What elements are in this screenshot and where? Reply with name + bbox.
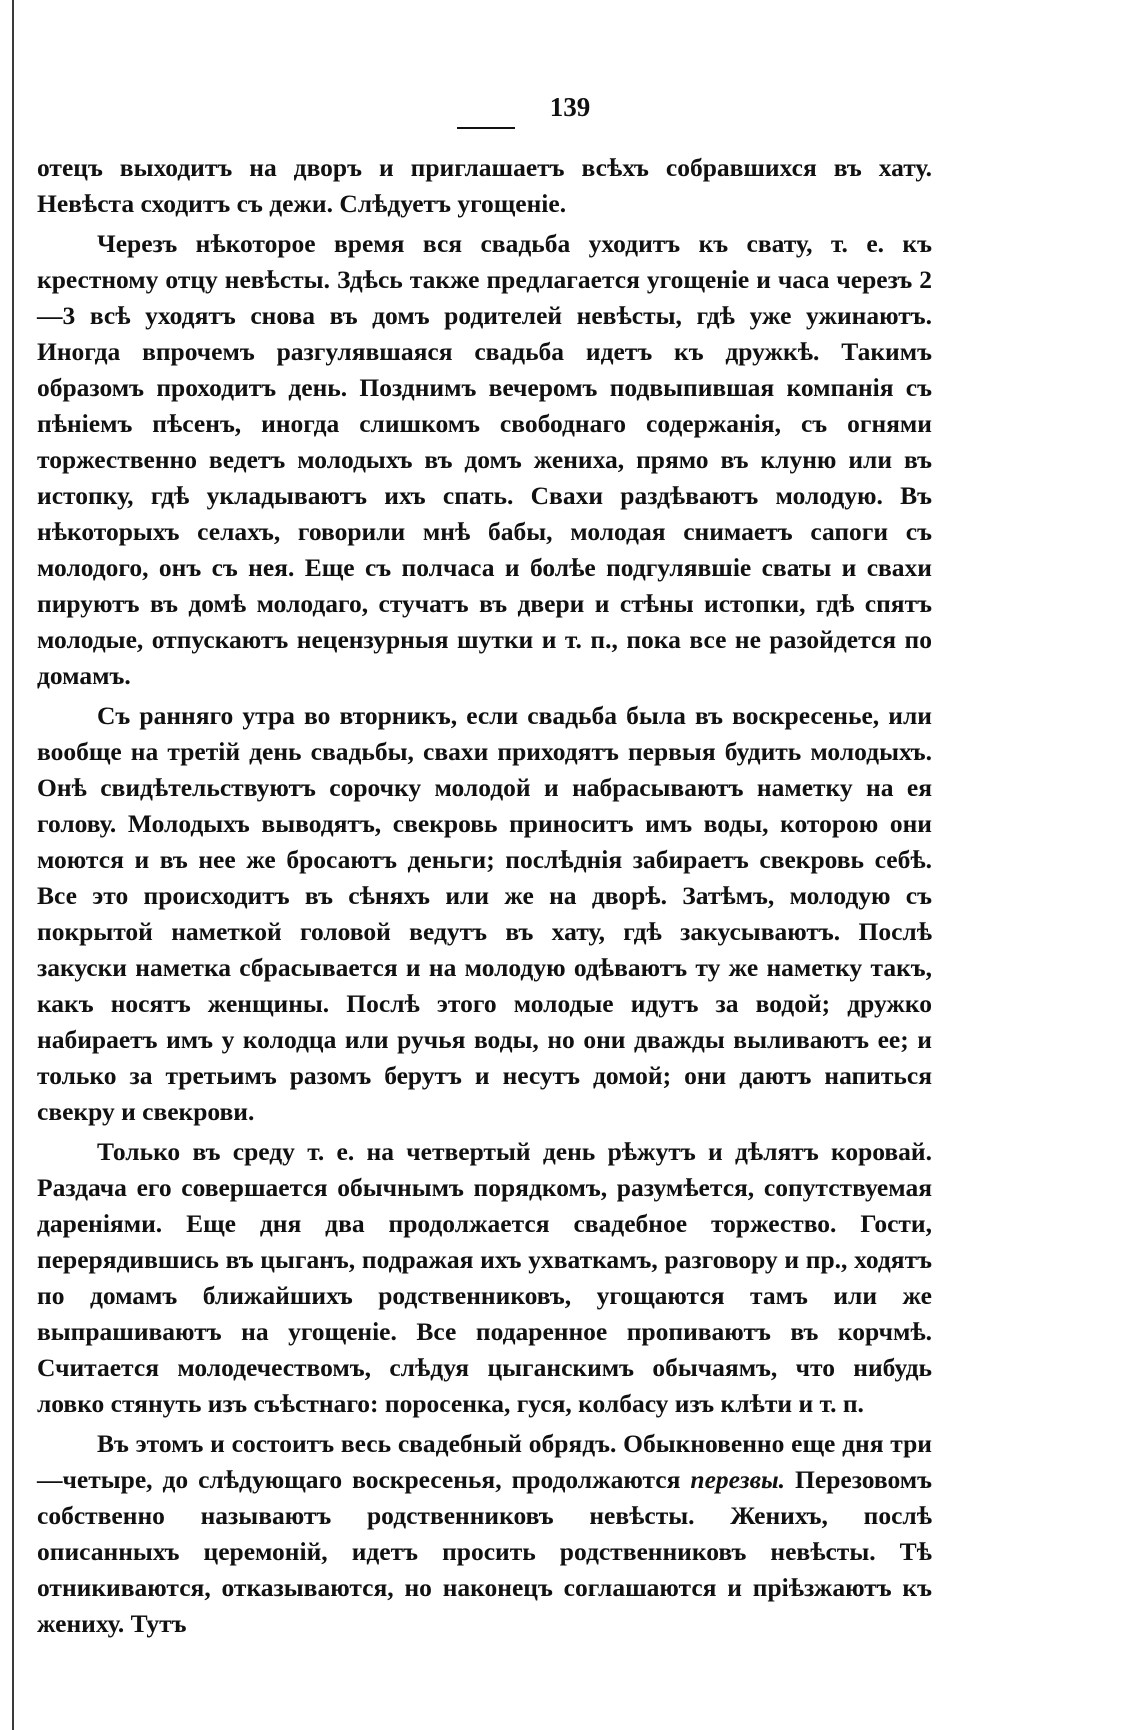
paragraph-3: Съ ранняго утра во вторникъ, если свадьба была въ воскресенье, или вообще на третій день свадьбы, свахи приходятъ первыя будить молодыхъ. Онѣ свидѣтельствуютъ сорочку молодой и набрасываютъ наметку на ея голову. Молодыхъ выводятъ, свекровь приноситъ имъ воды, которою они моются и въ нее же бросаютъ деньги; послѣднія забираетъ свекровь себѣ. Все это происходитъ въ сѣняхъ или же на дворѣ. Затѣмъ, молодую съ покрытой наметкой головой ведутъ въ хату, гдѣ закусываютъ. Послѣ закуски наметка сбрасывается и на молодую одѣваютъ ту же наметку такъ, какъ носятъ женщины. Послѣ этого молодые идутъ за водой; дружко набираетъ имъ у колодца или ручья воды, но они дважды выливаютъ ее; и только за третьимъ разомъ берутъ и несутъ домой; они даютъ напиться свекру и свекрови. — [37, 701, 932, 1126]
paragraph-5 — [37, 1426, 932, 1642]
body-text — [37, 150, 932, 1642]
paragraph-1: отецъ выходитъ на дворъ и приглашаетъ всѣхъ собравшихся въ хату. Невѣста сходитъ съ дежи. Слѣдуетъ угощеніе. — [37, 153, 932, 218]
paragraph-2: Черезъ нѣкоторое время вся свадьба уходитъ къ свату, т. е. къ крестному отцу невѣсты. Здѣсь также предлагается угощеніе и часа черезъ 2—3 всѣ уходятъ снова въ домъ родителей невѣсты, гдѣ уже ужинаютъ. Иногда впрочемъ разгулявшаяся свадьба идетъ къ дружкѣ. Такимъ образомъ проходитъ день. Позднимъ вечеромъ подвыпившая компанія съ пѣніемъ пѣсенъ, иногда слишкомъ свободнаго содержанія, съ огнями торжественно ведетъ молодыхъ въ домъ жениха, прямо въ клуню или въ истопку, гдѣ укладываютъ ихъ спать. Свахи раздѣваютъ молодую. Въ нѣкоторыхъ селахъ, говорили мнѣ бабы, молодая снимаетъ сапоги съ молодого, онъ съ нея. Еще съ полчаса и болѣе подгулявшіе сваты и свахи пируютъ въ домѣ молодаго, стучатъ въ двери и стѣны истопки, гдѣ спятъ молодые, отпускаютъ нецензурныя шутки и т. п., пока все не разойдется по домамъ. — [37, 229, 932, 690]
paragraph-5-text-before: Въ этомъ и состоитъ весь свадебный обрядъ. Обыкновенно еще дня три—четыре, до слѣдующаго воскресенья, продолжаются — [37, 1429, 932, 1494]
paragraph-5-text-after: Перезовомъ собственно называютъ родственниковъ невѣсты. Женихъ, послѣ описанныхъ церемоній, идетъ просить родственниковъ невѣсты. Тѣ отникиваются, отказываются, но наконецъ соглашаются и пріѣзжаютъ къ жениху. Тутъ — [37, 1465, 933, 1638]
page-number-underline — [457, 127, 515, 129]
paragraph-4: Только въ среду т. е. на четвертый день рѣжутъ и дѣлятъ коровай. Раздача его совершается обычнымъ порядкомъ, разумѣется, сопутствуемая дареніями. Еще дня два продолжается свадебное торжество. Гости, перерядившись въ цыганъ, подражая ихъ ухваткамъ, разговору и пр., ходятъ по домамъ ближайшихъ родственниковъ, угощаются тамъ или же выпрашиваютъ на угощеніе. Все подаренное пропиваютъ въ корчмѣ. Считается молодечествомъ, слѣдуя цыганскимъ обычаямъ, что нибудь ловко стянуть изъ съѣстнаго: поросенка, гуся, колбасу изъ клѣти и т. п. — [37, 1137, 932, 1418]
paragraph-5-italic-term: перезвы. — [690, 1465, 786, 1494]
page-number: 139 — [549, 92, 591, 122]
scan-edge-line — [12, 0, 14, 1730]
